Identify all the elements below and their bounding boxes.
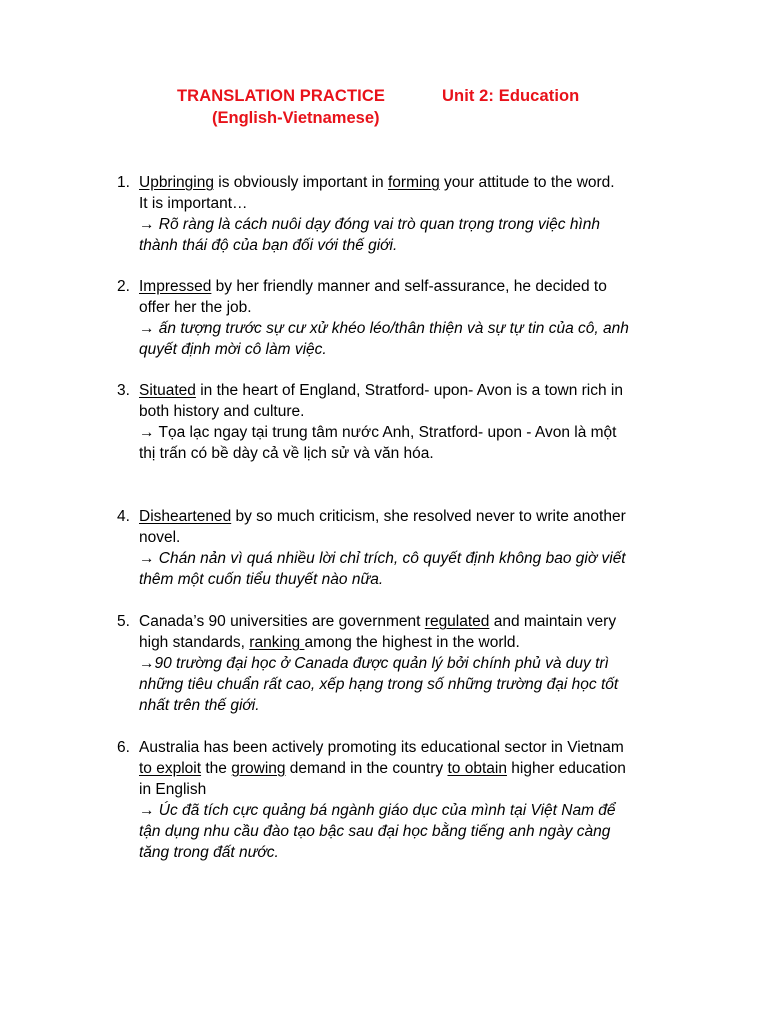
underlined-keyword: forming: [388, 174, 440, 191]
english-sentence-line: [139, 779, 677, 800]
english-sentence-line: [139, 193, 677, 214]
item-number: 4.: [117, 508, 130, 525]
underlined-keyword: to obtain: [447, 760, 507, 777]
item-number: 1.: [117, 174, 130, 191]
english-sentence-line: [139, 297, 677, 318]
list-item: [117, 380, 677, 464]
sentence-text: demand in the country: [285, 760, 448, 777]
sentence-text: among the highest in the world.: [304, 634, 520, 651]
english-sentence-line: [139, 506, 677, 527]
sentence-text: high standards,: [139, 634, 250, 651]
sentence-text: is obviously important in: [213, 174, 388, 191]
item-number: 3.: [117, 382, 130, 399]
item-body: [139, 172, 677, 256]
underlined-keyword: to exploit: [139, 760, 202, 777]
list-item: [117, 611, 677, 716]
vietnamese-translation-line: những tiêu chuẩn rất cao, xếp hạng trong số những trường đại học tốt: [139, 676, 619, 693]
list-item: [117, 172, 677, 256]
english-sentence-line: [139, 527, 677, 548]
vietnamese-translation-line: nhất trên thế giới.: [139, 697, 260, 714]
english-sentence-line: [139, 758, 677, 779]
sentence-text: higher education: [506, 760, 626, 777]
item-body: [139, 737, 677, 863]
item-body: [139, 506, 677, 590]
underlined-keyword: Situated: [139, 382, 196, 399]
item-body: [139, 611, 677, 716]
item-body: [139, 380, 677, 464]
sentence-text: and maintain very: [489, 613, 617, 630]
underlined-keyword: Disheartened: [139, 508, 232, 525]
vietnamese-translation-line: → Rõ ràng là cách nuôi dạy đóng vai trò quan trọng trong việc hình: [139, 216, 600, 233]
english-sentence-line: [139, 611, 677, 632]
sentence-text: Australia has been actively promoting its educational sector in Vietnam: [139, 739, 624, 756]
sentence-text: Canada’s 90 universities are government: [139, 613, 425, 630]
sentence-text: It is important…: [139, 195, 248, 212]
vietnamese-translation-line: →90 trường đại học ở Canada được quản lý bởi chính phủ và duy trì: [139, 655, 609, 672]
english-sentence-line: [139, 632, 677, 653]
sentence-text: in English: [139, 781, 207, 798]
vietnamese-translation-line: quyết định mời cô làm việc.: [139, 341, 327, 358]
vietnamese-translation-line: tận dụng nhu cầu đào tạo bậc sau đại học bằng tiếng anh ngày càng: [139, 823, 611, 840]
sentence-text: the: [201, 760, 232, 777]
list-item: [117, 276, 677, 360]
underlined-keyword: ranking: [249, 634, 305, 651]
sentence-text: novel.: [139, 529, 181, 546]
list-item: [117, 506, 677, 590]
underlined-keyword: Impressed: [139, 278, 212, 295]
sentence-text: in the heart of England, Stratford- upon- Avon is a town rich in: [195, 382, 623, 399]
vietnamese-translation-line: → ấn tượng trước sự cư xử khéo léo/thân thiện và sự tự tin của cô, anh: [139, 320, 629, 337]
vietnamese-translation-line: → Chán nản vì quá nhiều lời chỉ trích, cô quyết định không bao giờ viết: [139, 550, 626, 567]
title-line: [177, 87, 580, 106]
vietnamese-translation-line: thành thái độ của bạn đối với thế giới.: [139, 237, 398, 254]
document-subtitle: (English-Vietnamese): [212, 109, 380, 127]
sentence-text: offer her the job.: [139, 299, 252, 316]
english-sentence-line: [139, 737, 677, 758]
item-number: 2.: [117, 278, 130, 295]
english-sentence-line: [139, 401, 677, 422]
vietnamese-translation-line: thêm một cuốn tiểu thuyết nào nữa.: [139, 571, 384, 588]
english-sentence-line: [139, 380, 677, 401]
vietnamese-translation-line: thị trấn có bề dày cả về lịch sử và văn hóa.: [139, 445, 434, 462]
underlined-keyword: Upbringing: [139, 174, 214, 191]
item-body: [139, 276, 677, 360]
sentence-text: by so much criticism, she resolved never to write another: [231, 508, 626, 525]
english-sentence-line: [139, 276, 677, 297]
sentence-text: your attitude to the word.: [439, 174, 615, 191]
item-number: 5.: [117, 613, 130, 630]
item-number: 6.: [117, 739, 130, 756]
document-title: TRANSLATION PRACTICE: [177, 87, 385, 105]
underlined-keyword: regulated: [424, 613, 490, 630]
list-item: [117, 737, 677, 863]
english-sentence-line: [139, 172, 677, 193]
vietnamese-translation-line: tăng trong đất nước.: [139, 844, 279, 861]
vietnamese-translation-line: → Tọa lạc ngay tại trung tâm nước Anh, Stratford- upon - Avon là một: [139, 424, 617, 441]
vietnamese-translation-line: → Úc đã tích cực quảng bá ngành giáo dục của mình tại Việt Nam để: [139, 802, 616, 819]
unit-title: Unit 2: Education: [442, 87, 580, 105]
underlined-keyword: growing: [231, 760, 286, 777]
sentence-text: both history and culture.: [139, 403, 305, 420]
sentence-text: by her friendly manner and self-assurance, he decided to: [211, 278, 607, 295]
